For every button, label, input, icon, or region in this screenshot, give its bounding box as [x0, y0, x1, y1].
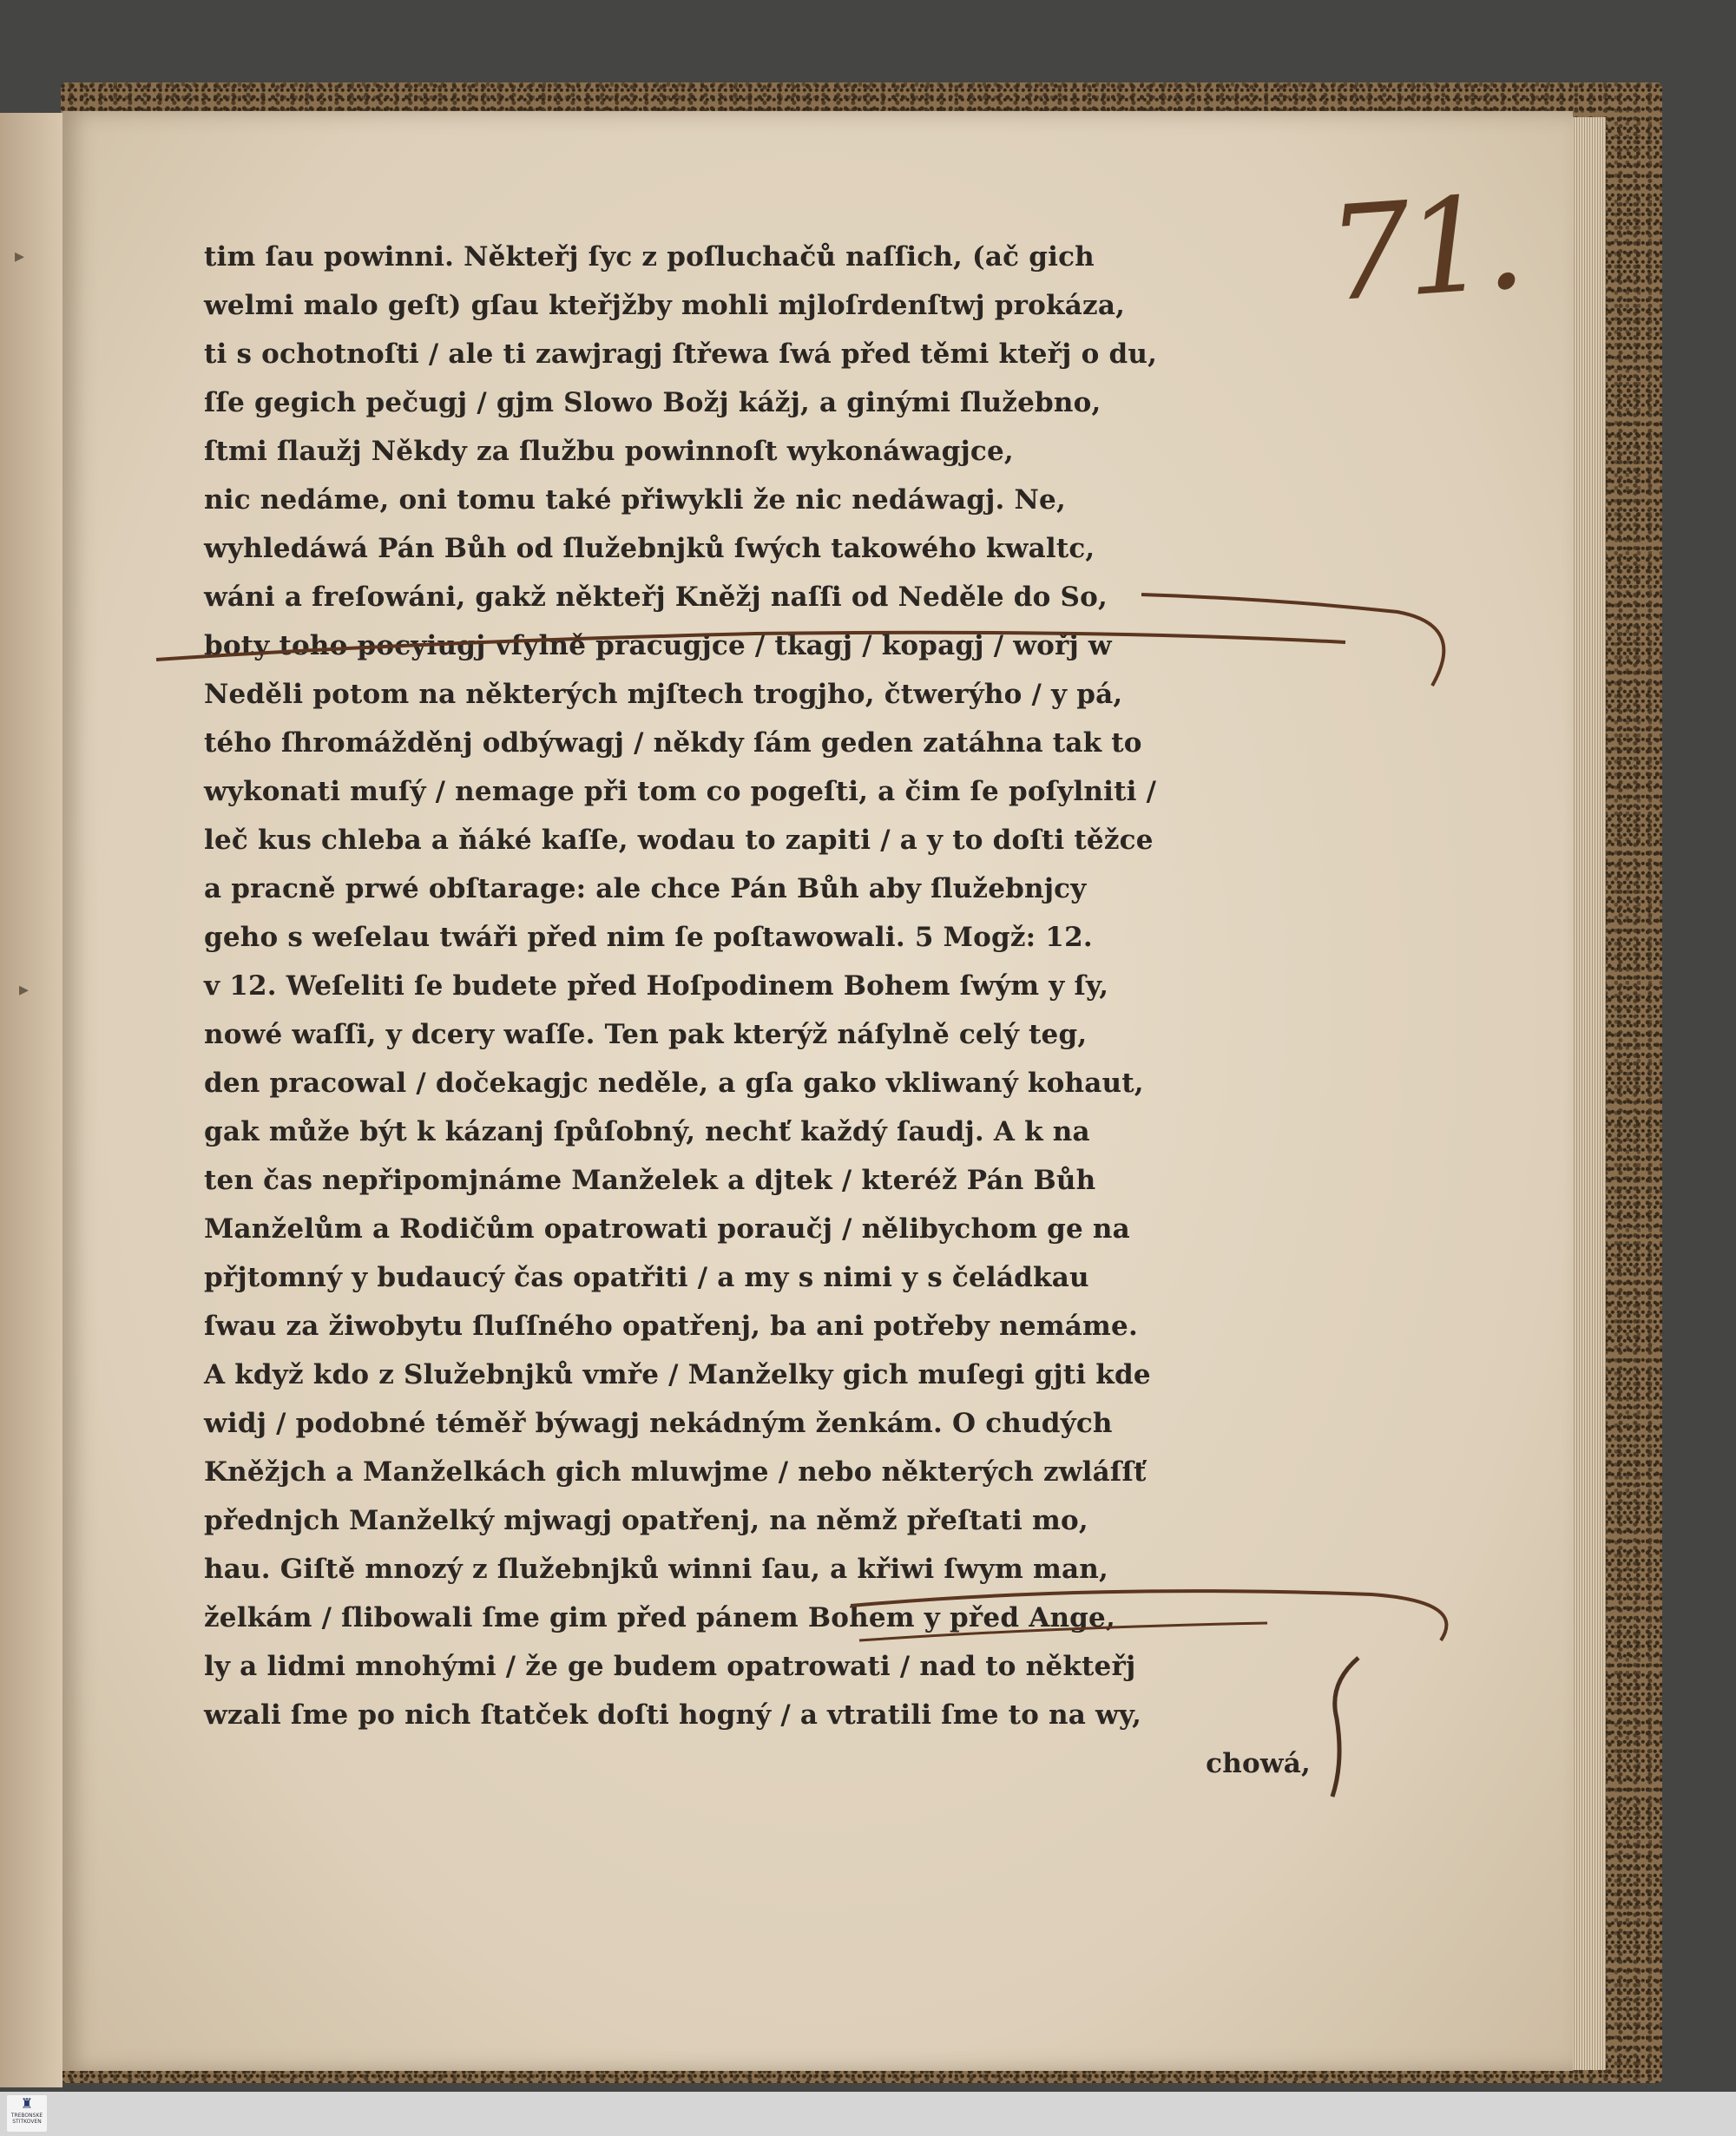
text-line: gak může být k kázanj ſpůſobný, nechť každý ſaudj. A k na — [204, 1116, 1090, 1147]
text-line: ſwau za žiwobytu ſluſſného opatřenj, ba ani potřeby nemáme. — [204, 1311, 1138, 1342]
text-line: želkám / ſlibowali ſme gim před pánem Bohem y před Ange, — [204, 1602, 1115, 1633]
text-line: widj / podobné téměř býwagj nekádným ženkám. O chudých — [204, 1408, 1113, 1439]
gutter-mark: ▸ — [15, 246, 25, 267]
text-line: a pracně prwé obſtarage: ale chce Pán Bůh aby ſlužebnjcy — [204, 873, 1087, 904]
library-logo-icon: ♜ — [20, 2095, 34, 2112]
text-line: chowá, — [1206, 1748, 1311, 1779]
text-line: leč kus chleba a ňáké kaſſe, wodau to zapiti / a y to doſti těžce — [204, 825, 1154, 856]
text-line: ti s ochotnoſti / ale ti zawjragj ſtřewa ſwá před těmi kteřj o du, — [204, 338, 1158, 370]
text-line: wykonati muſý / nemage při tom co pogeſti, a čim ſe poſylniti / — [204, 776, 1157, 807]
text-line: wyhledáwá Pán Bůh od ſlužebnjků ſwých takowého kwaltc, — [204, 533, 1095, 564]
text-line: tého ſhromážděnj odbýwagj / někdy ſám geden zatáhna tak to — [204, 727, 1142, 759]
text-line: Manželům a Rodičům opatrowati poraučj / nělibychom ge na — [204, 1213, 1130, 1245]
gutter-mark: ▸ — [19, 979, 30, 1001]
library-logo[interactable]: ♜ TREBONSKE STITKOVEN — [7, 2095, 47, 2132]
page-text — [204, 233, 1311, 1788]
text-line: ly a lidmi mnohými / že ge budem opatrowati / nad to někteřj — [204, 1651, 1136, 1682]
text-line: v 12. Weſeliti ſe budete před Hoſpodinem Bohem ſwým y ſy, — [204, 970, 1109, 1002]
folio-number: 71. — [1323, 167, 1525, 332]
text-line: wáni a freſowáni, gakž někteřj Kněžj naſſi od Neděle do So, — [204, 582, 1108, 613]
text-line: boty toho pocyiugj vſylně pracugjce / tkagj / kopagj / wořj w — [204, 630, 1112, 661]
text-line: ten čas nepřipomjnáme Manželek a djtek / kteréž Pán Bůh — [204, 1165, 1096, 1196]
text-line: wzali ſme po nich ſtatček doſti hogný / a vtratili ſme to na wy, — [204, 1699, 1142, 1731]
text-line: tim ſau powinni. Někteřj ſyc z poſluchačů naſſich, (ač gich — [204, 241, 1095, 273]
text-line: den pracowal / dočekagjc neděle, a gſa gako vkliwaný kohaut, — [204, 1068, 1144, 1099]
text-line: geho s weſelau twáři před nim ſe poſtawowali. 5 Mogž: 12. — [204, 922, 1093, 953]
text-line: nic nedáme, oni tomu také přiwykli že nic nedáwagj. Ne, — [204, 484, 1066, 516]
left-page-edge — [0, 113, 62, 2087]
text-line: nowé waſſi, y dcery waſſe. Ten pak kterýž náſylně celý teg, — [204, 1019, 1088, 1050]
text-line: Neděli potom na některých mjſtech trogjho, čtwerýho / y pá, — [204, 679, 1123, 710]
text-line: ſſe gegich pečugj / gjm Slowo Božj kážj, a ginými ſlužebno, — [204, 387, 1101, 418]
text-line: A když kdo z Služebnjků vmře / Manželky gich muſegi gjti kde — [204, 1359, 1151, 1390]
text-line: přednjch Manželký mjwagj opatřenj, na němž přeſtati mo, — [204, 1505, 1088, 1536]
text-line: hau. Giſtě mnozý z ſlužebnjků winni ſau, a křiwi ſwym man, — [204, 1554, 1109, 1585]
text-line: Kněžjch a Manželkách gich mluwjme / nebo některých zwláſſť — [204, 1456, 1147, 1488]
text-line: ſtmi ſlaužj Někdy za ſlužbu powinnoſt wykonáwagjce, — [204, 436, 1014, 467]
viewer-footer — [0, 2092, 1736, 2136]
text-line: přjtomný y budaucý čas opatřiti / a my s nimi y s čeládkau — [204, 1262, 1089, 1293]
text-line: welmi malo geſt) gſau kteřjžby mohli mjloſrdenſtwj prokáza, — [204, 290, 1126, 321]
